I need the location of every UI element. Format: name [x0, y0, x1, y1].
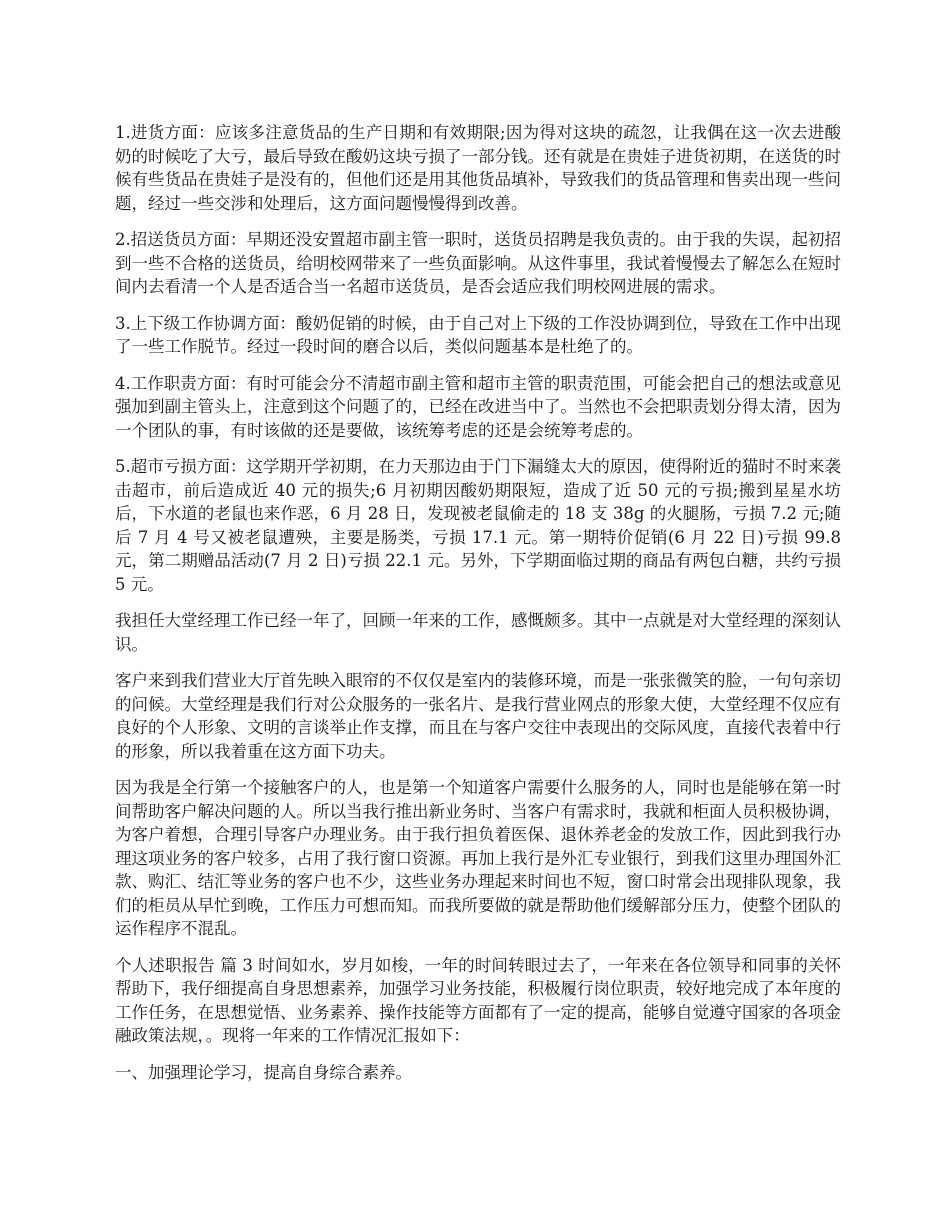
paragraph-losses: 5.超市亏损方面：这学期开学初期，在力天那边由于门下漏缝太大的原因，使得附近的猫时不时来袭击超市，前后造成近 40 元的损失;6 月初期因酸奶期限短，造成了近 50 元的亏损;搬到星星水坊后，下水道的老鼠也来作恶，6 月 28 日，发现被老鼠偷走的 18 支 38g 的火腿肠，亏损 7.2 元;随后 7 月 4 号又被老鼠遭殃，主要是肠类，亏损 17.1 元。第一期特价促销(6 月 22 日)亏损 99.8 元，第二期赠品活动(7 月 2 日)亏损 22.1 元。另外，下学期面临过期的商品有两包白糖，共约亏损 5 元。: [115, 457, 841, 594]
paragraph-report-3: 个人述职报告 篇 3 时间如水，岁月如梭，一年的时间转眼过去了，一年来在各位领导和同事的关怀帮助下，我仔细提高自身思想素养，加强学习业务技能，积极履行岗位职责，较好地完成了本年度的工作任务，在思想觉悟、业务素养、操作技能等方面都有了一定的提高，能够自觉遵守国家的各项金融政策法规，。现将一年来的工作情况汇报如下：: [115, 955, 841, 1045]
document-body: [115, 121, 841, 1097]
paragraph-lobby-manager-intro: 我担任大堂经理工作已经一年了，回顾一年来的工作，感慨颇多。其中一点就是对大堂经理的深刻认识。: [115, 611, 841, 654]
paragraph-responsibilities: 4.工作职责方面：有时可能会分不清超市副主管和超市主管的职责范围，可能会把自己的想法或意见强加到副主管头上，注意到这个问题了的，已经在改进当中了。当然也不会把职责划分得太清，因为一个团队的事，有时该做的还是要做，该统筹考虑的还是会统筹考虑的。: [115, 373, 841, 440]
paragraph-purchasing: 1.进货方面：应该多注意货品的生产日期和有效期限;因为得对这块的疏忽，让我偶在这一次去进酸奶的时候吃了大亏，最后导致在酸奶这块亏损了一部分钱。还有就是在贵娃子进货初期，在送货的时候有些货品在贵娃子是没有的，但他们还是用其他货品填补，导致我们的货品管理和售卖出现一些问题，经过一些交涉和处理后，这方面问题慢慢得到改善。: [115, 123, 841, 213]
paragraph-first-contact: 因为我是全行第一个接触客户的人，也是第一个知道客户需要什么服务的人，同时也是能够在第一时间帮助客户解决问题的人。所以当我行推出新业务时、当客户有需求时，我就和柜面人员积极协调，为客户着想，合理引导客户办理业务。由于我行担负着医保、退休养老金的发放工作，因此到我行办理这项业务的客户较多，占用了我行窗口资源。再加上我行是外汇专业银行，到我们这里办理国外汇款、购汇、结汇等业务的客户也不少，这些业务办理起来时间也不短，窗口时常会出现排队现象，我们的柜员从早忙到晚，工作压力可想而知。而我所要做的就是帮助他们缓解部分压力，使整个团队的运作程序不混乱。: [115, 778, 841, 938]
paragraph-coordination: 3.上下级工作协调方面：酸奶促销的时候，由于自己对上下级的工作没协调到位，导致在工作中出现了一些工作脱节。经过一段时间的磨合以后，类似问题基本是杜绝了的。: [115, 313, 841, 356]
paragraph-delivery-staff: 2.招送货员方面：早期还没安置超市副主管一职时，送货员招聘是我负责的。由于我的失误，起初招到一些不合格的送货员，给明校网带来了一些负面影响。从这件事里，我试着慢慢去了解怎么在短时间内去看清一个人是否适合当一名超市送货员，是否会适应我们明校网进展的需求。: [115, 230, 841, 296]
paragraph-customer-impression: 客户来到我们营业大厅首先映入眼帘的不仅仅是室内的装修环境，而是一张张微笑的脸，一句句亲切的问候。大堂经理是我们行对公众服务的一张名片、是我行营业网点的形象大使，大堂经理不仅应有良好的个人形象、文明的言谈举止作支撑，而且在与客户交往中表现出的交际风度，直接代表着中行的形象，所以我着重在这方面下功夫。: [115, 671, 841, 761]
paragraph-section-heading: 一、加强理论学习，提高自身综合素养。: [115, 1062, 412, 1082]
